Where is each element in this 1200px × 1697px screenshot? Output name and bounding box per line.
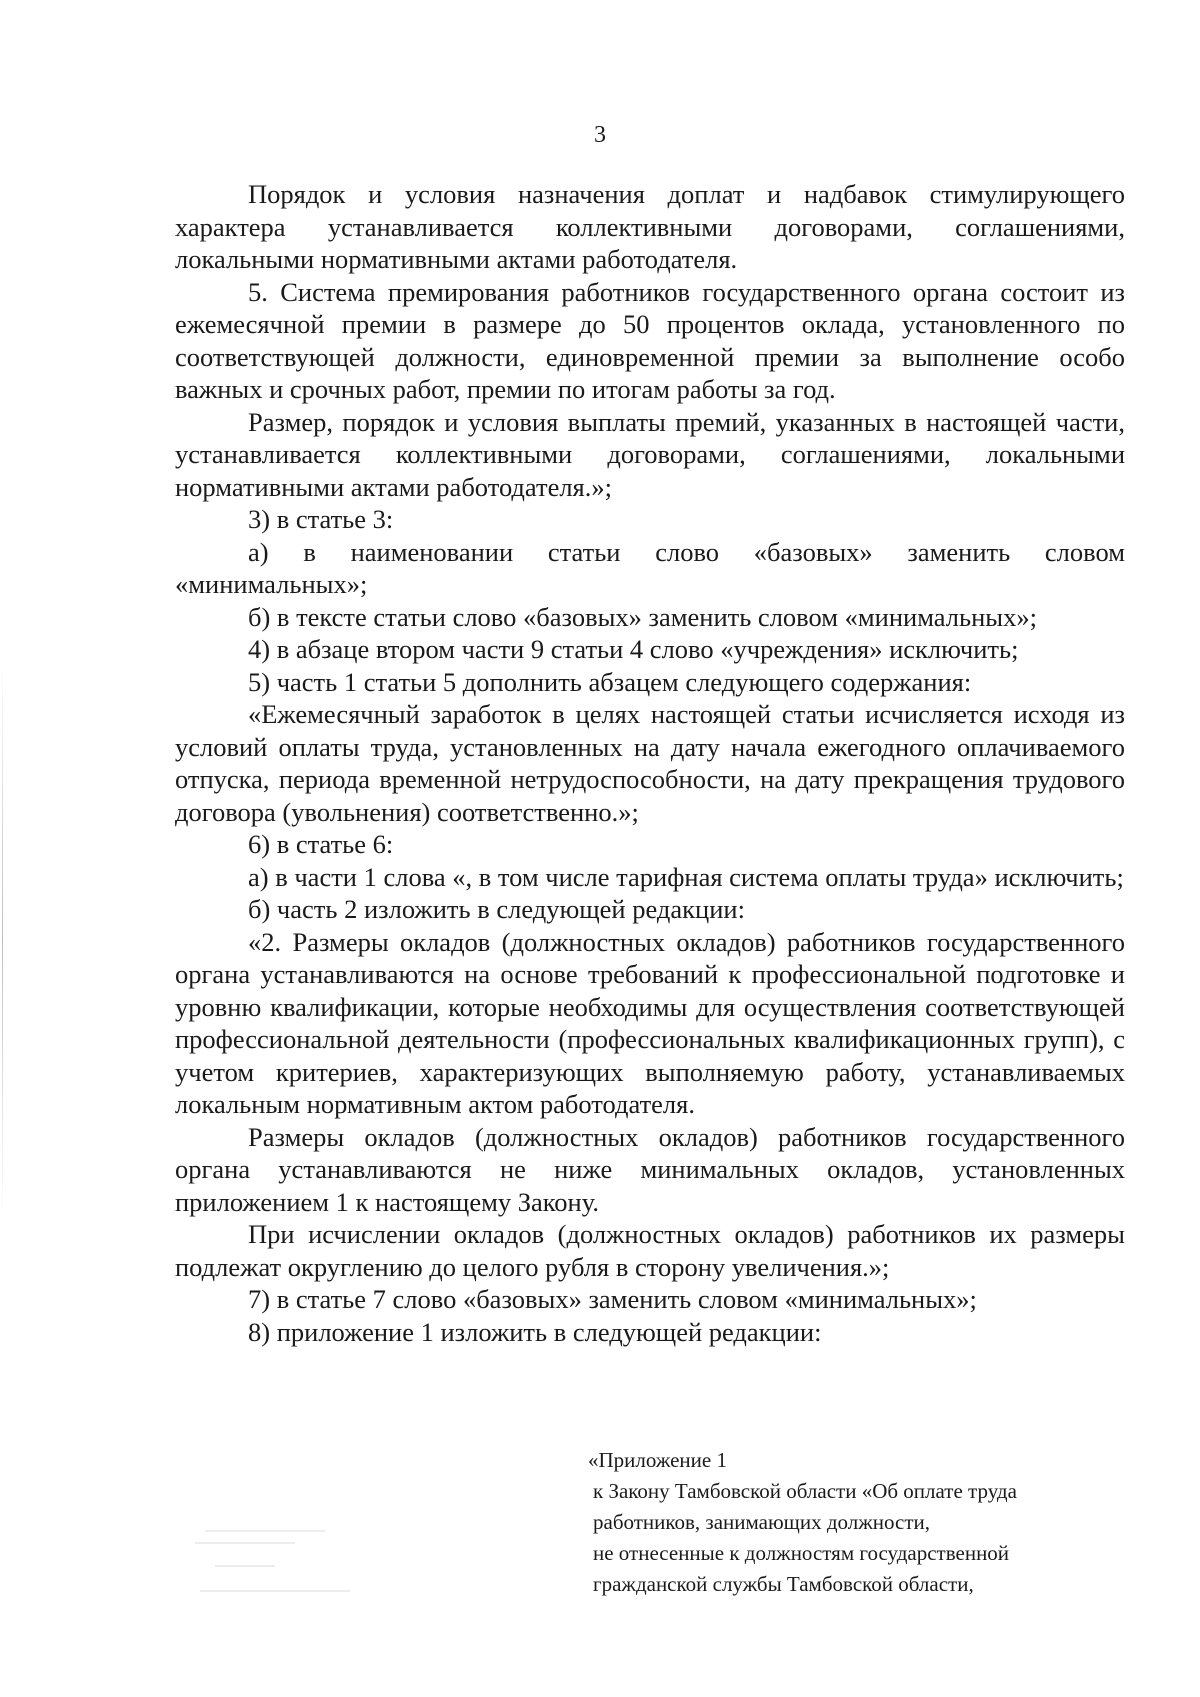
document-body [175,178,1125,1348]
paragraph: Порядок и условия назначения доплат и надбавок стимулирующего характера устанавливается коллективными договорами, соглашениями, локальными нормативными актами работодателя. [175,179,1125,274]
faint-stamp-residue [195,1520,365,1610]
appendix-header [588,1445,1133,1600]
page-number: 3 [594,122,606,148]
paragraph: 5. Система премирования работников государственного органа состоит из ежемесячной премии в размере до 50 процентов оклада, установленного по соответствующей должности, единовременной премии за выполнение особо важных и срочных работ, премии по итогам работы за год. [175,276,1125,404]
paragraph: При исчислении окладов (должностных окладов) работников их размеры подлежат округлению до целого рубля в сторону увеличения.»; [175,1219,1125,1282]
paragraph: б) часть 2 изложить в следующей редакции: [248,894,745,924]
appendix-line: к Закону Тамбовской области «Об оплате труда [593,1479,1017,1503]
paragraph: Размер, порядок и условия выплаты премий, указанных в настоящей части, устанавливается коллективными договорами, соглашениями, локальными нормативными актами работодателя.»; [175,406,1125,502]
appendix-line: не отнесенные к должностям государственной [593,1541,1010,1565]
appendix-line: гражданской службы Тамбовской области, [593,1572,974,1596]
paragraph: а) в наименовании статьи слово «базовых» заменить словом «минимальных»; [175,536,1125,599]
scan-edge [2,660,3,1220]
paragraph: а) в части 1 слова «, в том числе тарифная система оплаты труда» исключить; [248,861,1124,892]
paragraph: 6) в статье 6: [248,829,394,859]
paragraph: 3) в статье 3: [248,504,394,534]
paragraph: «Ежемесячный заработок в целях настоящей статьи исчисляется исходя из условий оплаты труда, установленных на дату начала ежегодного оплачиваемого отпуска, периода временной нетрудоспособности, на дату прекращения трудового договора (увольнения) соответственно.»; [175,699,1125,827]
paragraph: 5) часть 1 статьи 5 дополнить абзацем следующего содержания: [248,666,972,697]
appendix-line: работников, занимающих должности, [593,1510,930,1534]
paragraph: 8) приложение 1 изложить в следующей редакции: [248,1316,822,1347]
paragraph: Размеры окладов (должностных окладов) работников государственного органа устанавливаются не ниже минимальных окладов, установленных приложением 1 к настоящему Закону. [175,1121,1125,1217]
paragraph: б) в тексте статьи слово «базовых» заменить словом «минимальных»; [248,601,1037,632]
paragraph: «2. Размеры окладов (должностных окладов) работников государственного органа устанавливаются на основе требований к профессиональной подготовке и уровню квалификации, которые необходимы для осуществления соответствующей профессиональной деятельности (профессиональных квалификационных групп), с учетом критериев, характеризующих выполняемую работу, устанавливаемых локальным нормативным актом работодателя. [175,926,1125,1119]
paragraph: 4) в абзаце втором части 9 статьи 4 слово «учреждения» исключить; [248,634,1019,664]
appendix-line: «Приложение 1 [588,1448,727,1472]
paragraph: 7) в статье 7 слово «базовых» заменить словом «минимальных»; [248,1284,977,1314]
